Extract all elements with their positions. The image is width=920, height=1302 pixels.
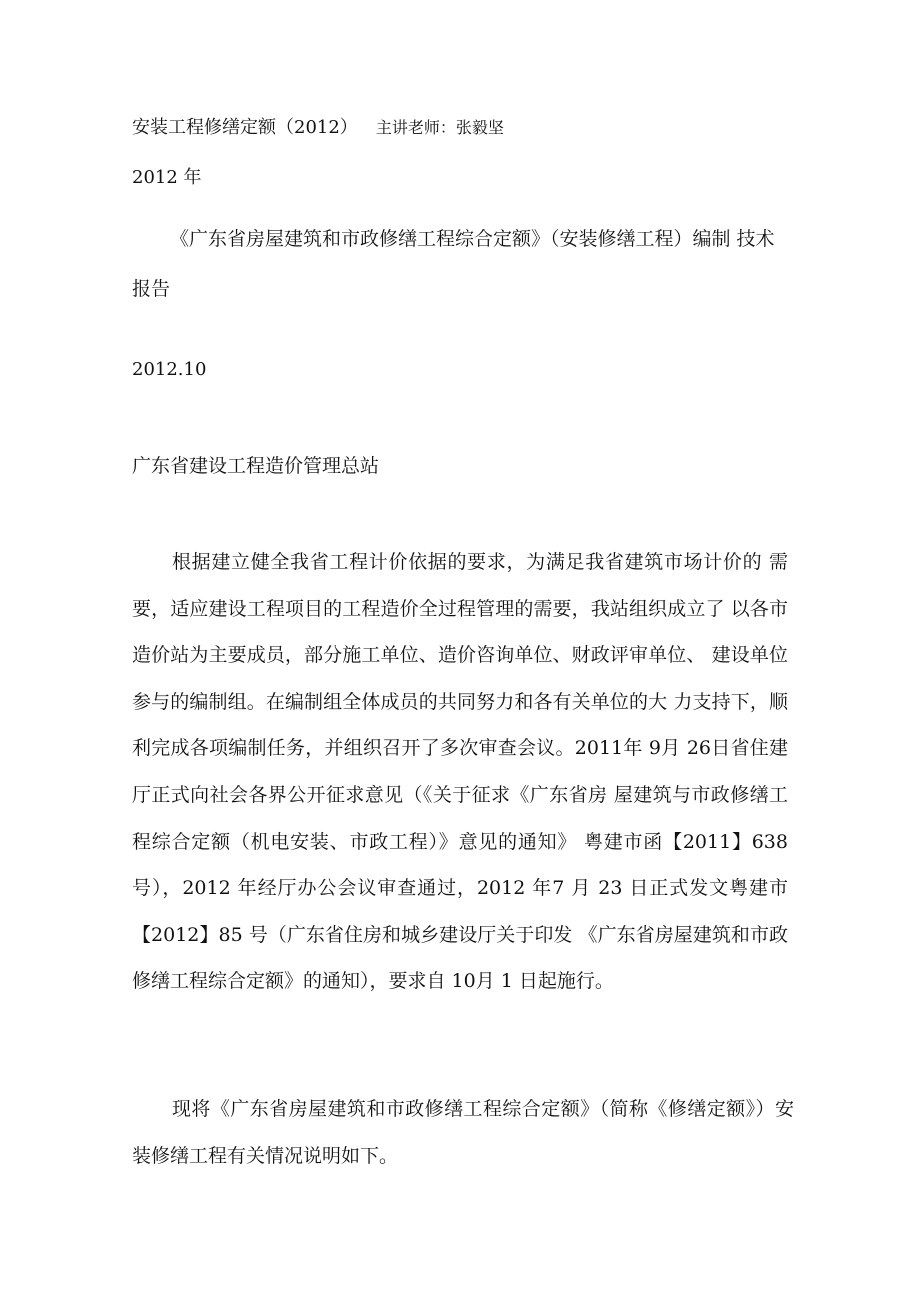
report-title: 《广东省房屋建筑和市政修缮工程综合定额》（安装修缮工程）编制 技术报告: [132, 228, 775, 300]
course-title: 安装工程修缮定额（2012）: [132, 117, 358, 138]
report-date: 2012.10: [132, 359, 207, 380]
document-year: 2012 年: [132, 167, 202, 188]
body-paragraph-introduction: 现将《广东省房屋建筑和市政修缮工程综合定额》（简称《修缮定额》）安装修缮工程有关情况说明如下。: [132, 1098, 794, 1167]
document-header: [132, 116, 504, 140]
body-paragraph-background: 根据建立健全我省工程计价依据的要求，为满足我省建筑市场计价的 需要，适应建设工程项目的工程造价全过程管理的需要，我站组织成立了 以各市造价站为主要成员，部分施工单位、造价咨询单位、财政评审单位、 建设单位参与的编制组。在编制组全体成员的共同努力和各有关单位的大 力支持下，顺利完成各项编制任务，并组织召开了多次审查会议。2011年 9月 26日省住建厅正式向社会各界公开征求意见（《关于征求《广东省房 屋建筑与市政修缮工程综合定额（机电安装、市政工程）》意见的通知》 粤建市函【2011】638 号），2012 年经厅办公会议审查通过，2012 年7 月 23 日正式发文粤建市【2012】85 号（广东省住房和城乡建设厅关于印发 《广东省房屋建筑和市政修缮工程综合定额》的通知），要求自 10月 1 日起施行。: [132, 551, 788, 993]
issuing-organization: 广东省建设工程造价管理总站: [132, 455, 380, 477]
lecturer-name: 主讲老师：张毅坚: [375, 118, 504, 137]
